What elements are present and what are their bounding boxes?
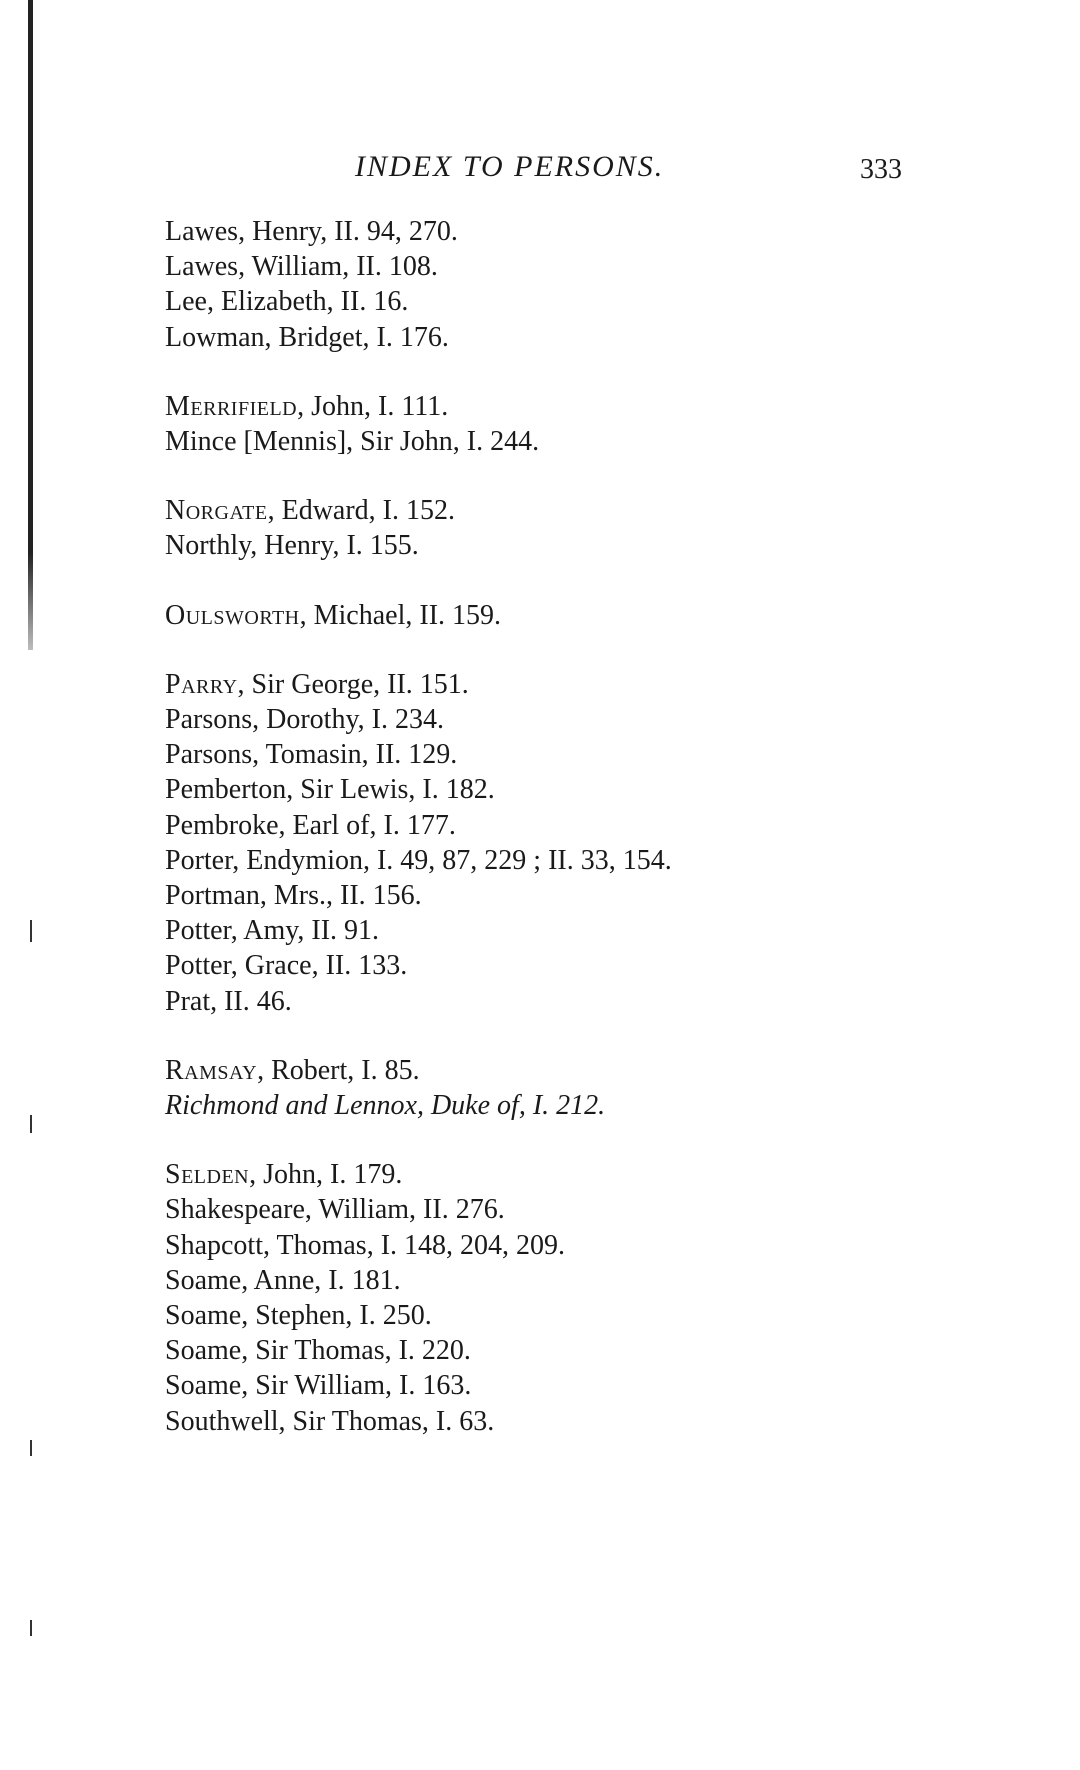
index-entry-text: , Edward, I. 152. bbox=[267, 495, 456, 527]
index-entry bbox=[165, 878, 965, 913]
index-entry bbox=[165, 772, 965, 807]
index-entry-text: , Sir George, II. 151. bbox=[237, 668, 469, 700]
index-entry bbox=[165, 598, 965, 633]
running-head bbox=[0, 150, 1080, 190]
index-entry-text: Lee, Elizabeth, II. 16. bbox=[165, 286, 409, 318]
index-group bbox=[165, 598, 965, 633]
index-entry bbox=[165, 737, 965, 772]
page-title: INDEX TO PERSONS. bbox=[355, 150, 665, 183]
index-entry-text: , Robert, I. 85. bbox=[257, 1054, 420, 1086]
index-group bbox=[165, 667, 965, 1019]
index-entry bbox=[165, 702, 965, 737]
index-entry-text: Prat, II. 46. bbox=[165, 985, 292, 1017]
index-entry-text: Southwell, Sir Thomas, I. 63. bbox=[165, 1405, 495, 1437]
index-entry bbox=[165, 808, 965, 843]
binding-mark bbox=[30, 1115, 32, 1133]
index-entry bbox=[165, 1192, 965, 1227]
index-entry-text: Parsons, Tomasin, II. 129. bbox=[165, 739, 458, 771]
index-group bbox=[165, 1053, 965, 1123]
index-entry bbox=[165, 493, 965, 528]
index-entry-text: Soame, Stephen, I. 250. bbox=[165, 1300, 432, 1332]
index-entry bbox=[165, 528, 965, 563]
index-entry-surname: Oulsworth bbox=[165, 599, 300, 631]
index-entry-surname: Norgate bbox=[165, 495, 268, 527]
index-list bbox=[165, 214, 965, 1473]
index-entry bbox=[165, 1053, 965, 1088]
index-entry-text: Porter, Endymion, I. 49, 87, 229 ; II. 33, 154. bbox=[165, 844, 672, 876]
index-entry bbox=[165, 389, 965, 424]
index-entry bbox=[165, 948, 965, 983]
index-entry-text: Parsons, Dorothy, I. 234. bbox=[165, 704, 444, 736]
index-entry-text: Shapcott, Thomas, I. 148, 204, 209. bbox=[165, 1229, 566, 1261]
index-entry bbox=[165, 984, 965, 1019]
index-entry bbox=[165, 1088, 965, 1123]
index-entry bbox=[165, 1157, 965, 1192]
index-group bbox=[165, 1157, 965, 1439]
index-entry bbox=[165, 284, 965, 319]
index-entry-text: Portman, Mrs., II. 156. bbox=[165, 880, 422, 912]
index-entry-surname: Parry bbox=[165, 668, 238, 700]
index-entry bbox=[165, 1298, 965, 1333]
index-entry-text: Lowman, Bridget, I. 176. bbox=[165, 321, 449, 353]
index-entry-surname: Selden bbox=[165, 1159, 250, 1191]
index-entry bbox=[165, 320, 965, 355]
index-entry bbox=[165, 1263, 965, 1298]
index-entry bbox=[165, 1228, 965, 1263]
index-entry bbox=[165, 913, 965, 948]
binding-mark bbox=[30, 1440, 32, 1456]
page-binding-edge bbox=[28, 0, 33, 650]
index-entry-text: Lawes, William, II. 108. bbox=[165, 251, 438, 283]
index-entry-text: Potter, Grace, II. 133. bbox=[165, 950, 408, 982]
index-entry-text: , John, I. 179. bbox=[249, 1159, 403, 1191]
index-entry-text: Mince [Mennis], Sir John, I. 244. bbox=[165, 426, 540, 458]
index-entry-surname: Ramsay bbox=[165, 1054, 258, 1086]
index-entry-text: Soame, Sir William, I. 163. bbox=[165, 1370, 472, 1402]
index-entry-text: , Michael, II. 159. bbox=[299, 599, 502, 631]
index-entry bbox=[165, 1333, 965, 1368]
index-entry-text: Northly, Henry, I. 155. bbox=[165, 530, 419, 562]
index-group bbox=[165, 389, 965, 459]
index-entry-surname: Merrifield bbox=[165, 390, 298, 422]
index-entry bbox=[165, 1404, 965, 1439]
index-entry bbox=[165, 1368, 965, 1403]
index-group bbox=[165, 214, 965, 355]
binding-mark bbox=[30, 1620, 32, 1636]
index-entry-text: Lawes, Henry, II. 94, 270. bbox=[165, 216, 458, 247]
index-entry-text: Potter, Amy, II. 91. bbox=[165, 915, 380, 947]
binding-mark bbox=[30, 920, 32, 942]
index-entry-text: Soame, Anne, I. 181. bbox=[165, 1264, 401, 1296]
index-entry bbox=[165, 843, 965, 878]
index-entry-text: Richmond and Lennox, Duke of, I. 212. bbox=[165, 1090, 606, 1122]
index-group bbox=[165, 493, 965, 563]
index-entry-text: Pembroke, Earl of, I. 177. bbox=[165, 809, 456, 841]
index-entry bbox=[165, 667, 965, 702]
index-entry bbox=[165, 214, 965, 249]
index-entry-text: Shakespeare, William, II. 276. bbox=[165, 1194, 505, 1226]
index-entry bbox=[165, 424, 965, 459]
index-entry-text: , John, I. 111. bbox=[297, 390, 449, 422]
index-entry-text: Pemberton, Sir Lewis, I. 182. bbox=[165, 774, 495, 806]
index-entry-text: Soame, Sir Thomas, I. 220. bbox=[165, 1335, 471, 1367]
index-entry bbox=[165, 249, 965, 284]
page-number: 333 bbox=[860, 154, 902, 185]
